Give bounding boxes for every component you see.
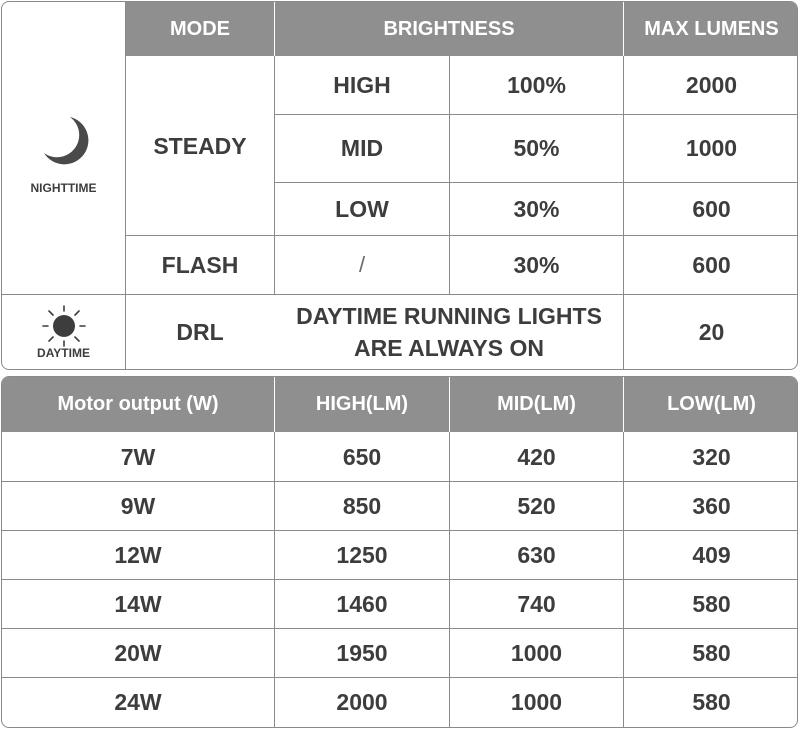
motor-output-cell: 14W — [114, 590, 162, 617]
lumens-low: 600 — [692, 195, 731, 222]
motor-output-cell: 20W — [114, 639, 162, 666]
mode-table — [1, 1, 798, 370]
drl-description — [275, 295, 623, 369]
high-lm-cell: 2000 — [336, 688, 388, 715]
mid-lm-cell: 740 — [517, 590, 556, 617]
level-high: HIGH — [333, 72, 391, 98]
header-low-lm: LOW(LM) — [624, 377, 798, 432]
low-lm-cell: 320 — [692, 443, 731, 470]
daytime-label: DAYTIME — [37, 346, 90, 360]
percent-flash: 30% — [513, 251, 560, 278]
high-lm-cell: 1460 — [336, 590, 388, 617]
high-lm-cell: 850 — [342, 492, 382, 519]
mid-lm-cell: 520 — [517, 492, 556, 519]
mode-drl: DRL — [176, 318, 224, 345]
moon-icon — [34, 111, 94, 171]
level-low: LOW — [335, 195, 389, 222]
motor-output-cell: 24W — [114, 688, 162, 715]
flash-level-slash: / — [358, 252, 366, 277]
mid-lm-cell: 1000 — [510, 688, 563, 715]
mid-lm-cell: 630 — [517, 541, 556, 568]
percent-mid: 50% — [513, 135, 560, 161]
mode-flash: FLASH — [161, 251, 239, 278]
sun-icon — [39, 304, 89, 348]
mid-lm-cell: 420 — [517, 443, 556, 470]
mid-lm-cell: 1000 — [510, 639, 563, 666]
header-high-lm: HIGH(LM) — [275, 377, 449, 432]
drl-description-line1: DAYTIME RUNNING LIGHTS — [296, 303, 602, 329]
header-motor-output: Motor output (W) — [2, 377, 274, 432]
lumens-high: 2000 — [685, 72, 738, 98]
low-lm-cell: 580 — [692, 590, 731, 617]
lumens-drl: 20 — [698, 318, 725, 345]
low-lm-cell: 409 — [692, 541, 731, 568]
percent-low: 30% — [513, 195, 560, 222]
header-max-lumens: MAX LUMENS — [624, 2, 798, 56]
nighttime-cell — [2, 2, 125, 294]
motor-output-cell: 7W — [120, 443, 156, 470]
nighttime-label: NIGHTTIME — [30, 181, 97, 195]
low-lm-cell: 580 — [692, 688, 731, 715]
mode-steady: STEADY — [153, 132, 247, 159]
lumens-flash: 600 — [692, 251, 731, 278]
percent-high: 100% — [507, 72, 566, 98]
motor-output-cell: 12W — [114, 541, 162, 568]
low-lm-cell: 580 — [692, 639, 731, 666]
motor-output-cell: 9W — [120, 492, 156, 519]
drl-description-line2: ARE ALWAYS ON — [354, 335, 544, 361]
high-lm-cell: 650 — [342, 443, 382, 470]
header-mode: MODE — [126, 2, 274, 56]
low-lm-cell: 360 — [692, 492, 731, 519]
level-mid: MID — [340, 135, 384, 161]
daytime-cell — [2, 295, 125, 369]
motor-output-table — [1, 376, 798, 728]
high-lm-cell: 1250 — [336, 541, 388, 568]
lumens-mid: 1000 — [685, 135, 738, 161]
header-mid-lm: MID(LM) — [450, 377, 623, 432]
high-lm-cell: 1950 — [336, 639, 388, 666]
header-brightness: BRIGHTNESS — [275, 2, 623, 56]
